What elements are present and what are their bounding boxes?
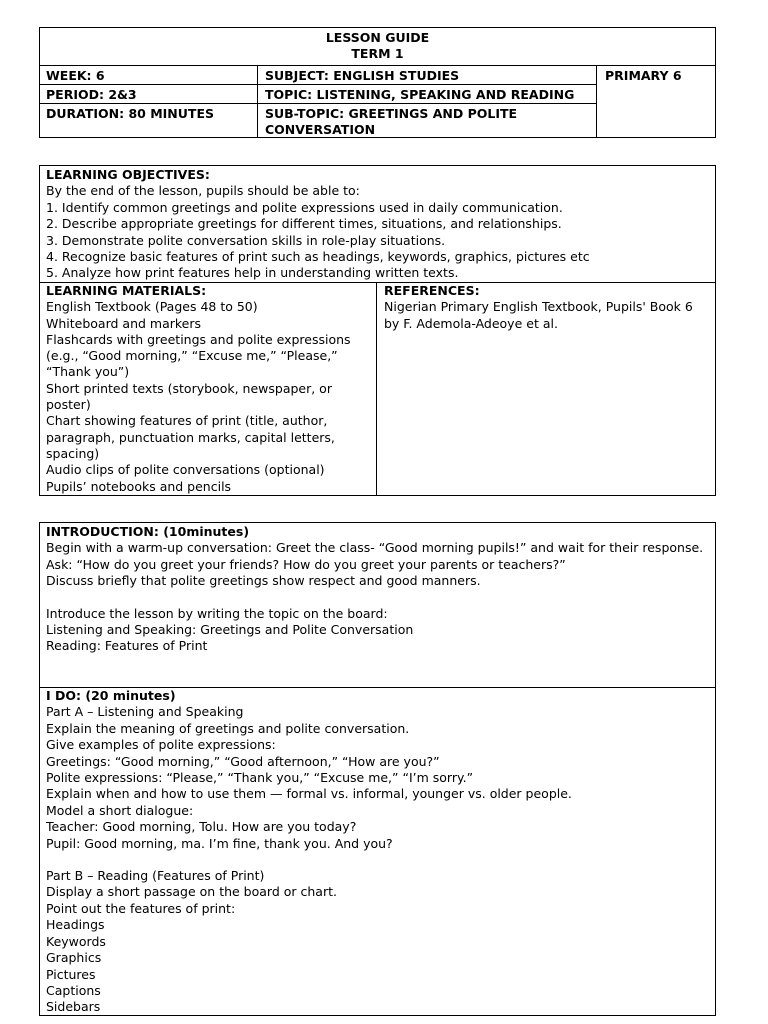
term-label: TERM 1 bbox=[351, 46, 404, 61]
print-feature-item: Headings bbox=[46, 917, 105, 933]
i-do-section bbox=[46, 688, 709, 1016]
week-label: WEEK: 6 bbox=[46, 68, 105, 83]
spacer bbox=[46, 852, 709, 868]
intro-line: Reading: Features of Print bbox=[46, 638, 208, 654]
objective-item: 2. Describe appropriate greetings for different times, situations, and relationships. bbox=[46, 216, 562, 232]
part-b-line: Display a short passage on the board or chart. bbox=[46, 884, 337, 900]
intro-line: Discuss briefly that polite greetings show respect and good manners. bbox=[46, 573, 481, 589]
objectives-heading: LEARNING OBJECTIVES: bbox=[46, 167, 210, 182]
intro-line: Introduce the lesson by writing the topic on the board: bbox=[46, 605, 388, 621]
material-item: Whiteboard and markers bbox=[46, 315, 202, 331]
reference-text: Nigerian Primary English Textbook, Pupils' Book 6 by F. Ademola-Adeoye et al. bbox=[384, 299, 693, 331]
part-a-line: Part A – Listening and Speaking bbox=[46, 704, 244, 720]
part-a-line: Model a short dialogue: bbox=[46, 802, 194, 818]
references-heading: REFERENCES: bbox=[384, 283, 480, 298]
part-a-line: Explain when and how to use them — formal vs. informal, younger vs. older people. bbox=[46, 786, 572, 802]
header-titles bbox=[40, 28, 715, 66]
part-a-line: Pupil: Good morning, ma. I’m fine, thank you. And you? bbox=[46, 835, 393, 851]
part-a-line: Give examples of polite expressions: bbox=[46, 737, 276, 753]
materials-heading: LEARNING MATERIALS: bbox=[46, 283, 207, 298]
intro-line: Ask: “How do you greet your friends? How do you greet your parents or teachers?” bbox=[46, 556, 566, 572]
objective-item: 5. Analyze how print features help in understanding written texts. bbox=[46, 265, 459, 281]
material-item: Audio clips of polite conversations (optional) bbox=[46, 462, 325, 478]
header-row-period bbox=[40, 85, 596, 104]
part-a-line: Greetings: “Good morning,” “Good afternoon,” “How are you?” bbox=[46, 753, 440, 769]
part-a-line: Polite expressions: “Please,” “Thank you,” “Excuse me,” “I’m sorry.” bbox=[46, 770, 474, 786]
objective-item: 1. Identify common greetings and polite expressions used in daily communication. bbox=[46, 199, 563, 215]
learning-objectives bbox=[46, 167, 709, 282]
material-item: English Textbook (Pages 48 to 50) bbox=[46, 299, 258, 315]
part-b-line: Part B – Reading (Features of Print) bbox=[46, 868, 265, 884]
header-row-week bbox=[40, 66, 596, 85]
introduction-heading: INTRODUCTION: (10minutes) bbox=[46, 524, 250, 539]
introduction-section bbox=[46, 524, 709, 655]
material-item: Short printed texts (storybook, newspaper, or poster) bbox=[46, 380, 332, 413]
material-item: Chart showing features of print (title, author, paragraph, punctuation marks, capital letters, spacing) bbox=[46, 413, 335, 461]
subject-label: SUBJECT: ENGLISH STUDIES bbox=[265, 68, 460, 83]
topic-label: TOPIC: LISTENING, SPEAKING AND READING bbox=[265, 87, 575, 102]
material-item: Pupils’ notebooks and pencils bbox=[46, 478, 232, 494]
print-feature-item: Captions bbox=[46, 982, 101, 998]
divider bbox=[376, 282, 377, 495]
objectives-materials-table bbox=[39, 165, 716, 496]
objective-item: 3. Demonstrate polite conversation skills in role-play situations. bbox=[46, 232, 446, 248]
print-feature-item: Pictures bbox=[46, 966, 96, 982]
intro-line: Listening and Speaking: Greetings and Polite Conversation bbox=[46, 622, 414, 638]
duration-label: DURATION: 80 MINUTES bbox=[46, 106, 214, 121]
lesson-procedure-table bbox=[39, 522, 716, 1016]
objectives-intro: By the end of the lesson, pupils should be able to: bbox=[46, 183, 360, 199]
lesson-header-table bbox=[39, 27, 716, 138]
i-do-heading: I DO: (20 minutes) bbox=[46, 688, 176, 703]
part-b-line: Point out the features of print: bbox=[46, 900, 236, 916]
divider bbox=[596, 66, 597, 137]
print-feature-item: Keywords bbox=[46, 933, 106, 949]
header-row-duration bbox=[40, 104, 596, 138]
material-item: Flashcards with greetings and polite expressions (e.g., “Good morning,” “Excuse me,” “Please,” “Thank you”) bbox=[46, 331, 351, 380]
period-label: PERIOD: 2&3 bbox=[46, 87, 137, 102]
print-feature-item: Sidebars bbox=[46, 999, 101, 1015]
objective-item: 4. Recognize basic features of print such as headings, keywords, graphics, pictures etc bbox=[46, 249, 590, 265]
lesson-guide-title: LESSON GUIDE bbox=[325, 30, 430, 45]
part-a-line: Teacher: Good morning, Tolu. How are you today? bbox=[46, 819, 357, 835]
intro-line: Begin with a warm-up conversation: Greet the class- “Good morning pupils!” and wait for their response. bbox=[46, 540, 704, 556]
class-label: PRIMARY 6 bbox=[605, 68, 682, 83]
learning-materials bbox=[46, 283, 372, 495]
references bbox=[384, 283, 710, 332]
print-feature-item: Graphics bbox=[46, 950, 102, 966]
spacer bbox=[46, 590, 709, 606]
subtopic-label: SUB-TOPIC: GREETINGS AND POLITE CONVERSATION bbox=[265, 106, 518, 137]
part-a-line: Explain the meaning of greetings and polite conversation. bbox=[46, 720, 410, 736]
